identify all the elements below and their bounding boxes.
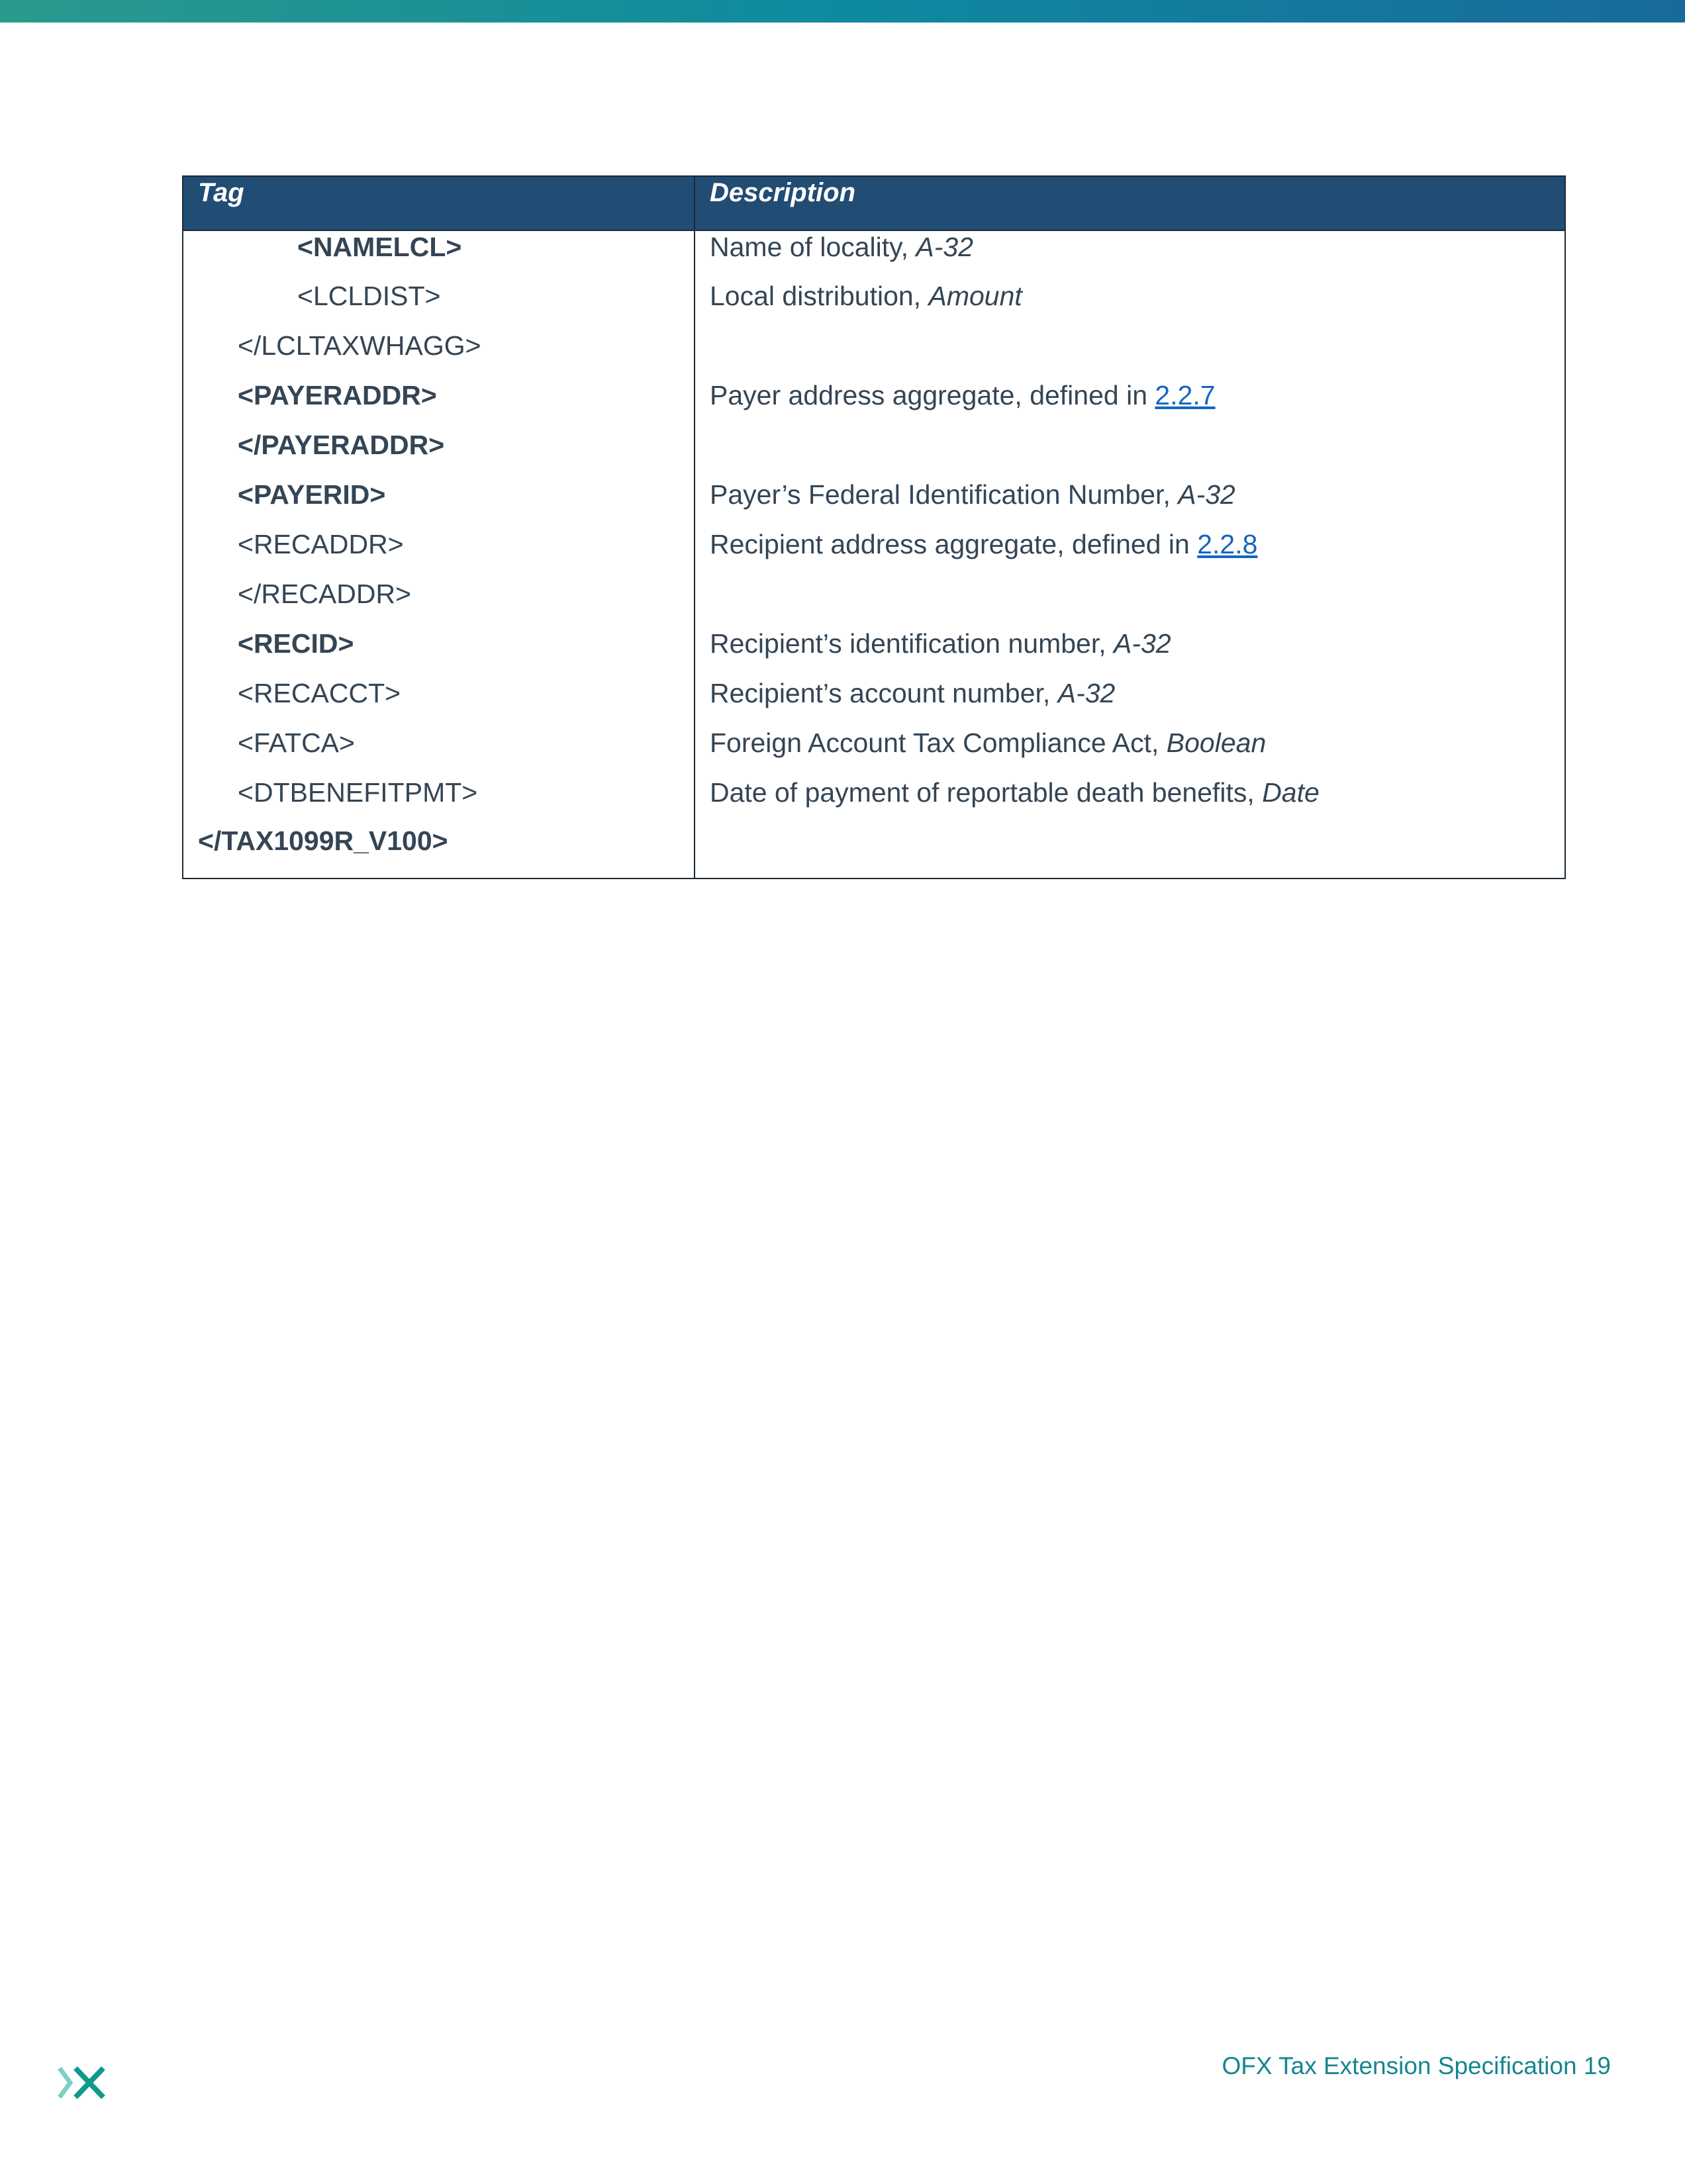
description-text: Recipient address aggregate, defined in [710, 528, 1198, 559]
description-text: Payer’s Federal Identification Number, [710, 479, 1179, 510]
tag-cell: <LCLDIST> [183, 271, 695, 320]
data-type: A-32 [1178, 479, 1235, 510]
description-cell [695, 618, 1565, 668]
description-text: Date of payment of reportable death benefits, [710, 777, 1263, 808]
data-type: Amount [928, 280, 1022, 311]
description-text: Payer address aggregate, defined in [710, 379, 1155, 410]
tag-cell: </RECADDR> [183, 569, 695, 618]
description-text: Recipient’s account number, [710, 677, 1058, 708]
description-text: Local distribution, [710, 280, 929, 311]
tag-cell: <FATCA> [183, 718, 695, 767]
data-type: A-32 [1114, 628, 1171, 659]
tag-cell: </TAX1099R_V100> [183, 817, 695, 878]
data-type: Date [1262, 777, 1320, 808]
tag-column-header: Tag [183, 176, 695, 230]
table-row [183, 271, 1565, 320]
data-type: A-32 [916, 232, 974, 262]
data-type: A-32 [1057, 677, 1116, 708]
description-cell [695, 230, 1565, 271]
ofx-x-logo-icon [57, 2064, 107, 2101]
description-cell [695, 320, 1565, 370]
table-row [183, 420, 1565, 469]
section-link-2-2-7[interactable]: 2.2.7 [1155, 379, 1216, 410]
description-cell [695, 469, 1565, 519]
table-row [183, 618, 1565, 668]
footer-page-label: OFX Tax Extension Specification 19 [1222, 2052, 1611, 2079]
tag-cell: <NAMELCL> [183, 230, 695, 271]
description-cell [695, 668, 1565, 718]
table-row [183, 767, 1565, 817]
tag-cell: <PAYERID> [183, 469, 695, 519]
tag-cell: <RECACCT> [183, 668, 695, 718]
description-cell [695, 767, 1565, 817]
tag-cell: <RECADDR> [183, 519, 695, 569]
description-cell [695, 420, 1565, 469]
tag-cell: <RECID> [183, 618, 695, 668]
section-link-2-2-8[interactable]: 2.2.8 [1197, 528, 1258, 559]
tag-cell: <DTBENEFITPMT> [183, 767, 695, 817]
table-row [183, 817, 1565, 878]
table-row [183, 370, 1565, 420]
description-cell [695, 718, 1565, 767]
description-text: Foreign Account Tax Compliance Act, [710, 727, 1167, 758]
tag-cell: </LCLTAXWHAGG> [183, 320, 695, 370]
top-accent-bar [0, 0, 1685, 23]
table-row [183, 469, 1565, 519]
description-cell [695, 569, 1565, 618]
description-cell [695, 817, 1565, 878]
table-row [183, 668, 1565, 718]
data-type: Boolean [1166, 727, 1267, 758]
table-row [183, 569, 1565, 618]
table-header-row [183, 176, 1565, 230]
description-cell [695, 519, 1565, 569]
table-row [183, 718, 1565, 767]
table-row [183, 519, 1565, 569]
table-row [183, 230, 1565, 271]
description-text: Recipient’s identification number, [710, 628, 1114, 659]
description-cell [695, 271, 1565, 320]
tag-cell: <PAYERADDR> [183, 370, 695, 420]
tag-description-table [182, 175, 1566, 879]
description-cell [695, 370, 1565, 420]
tag-cell: </PAYERADDR> [183, 420, 695, 469]
description-column-header: Description [695, 176, 1565, 230]
description-text: Name of locality, [710, 232, 916, 262]
table-row [183, 320, 1565, 370]
